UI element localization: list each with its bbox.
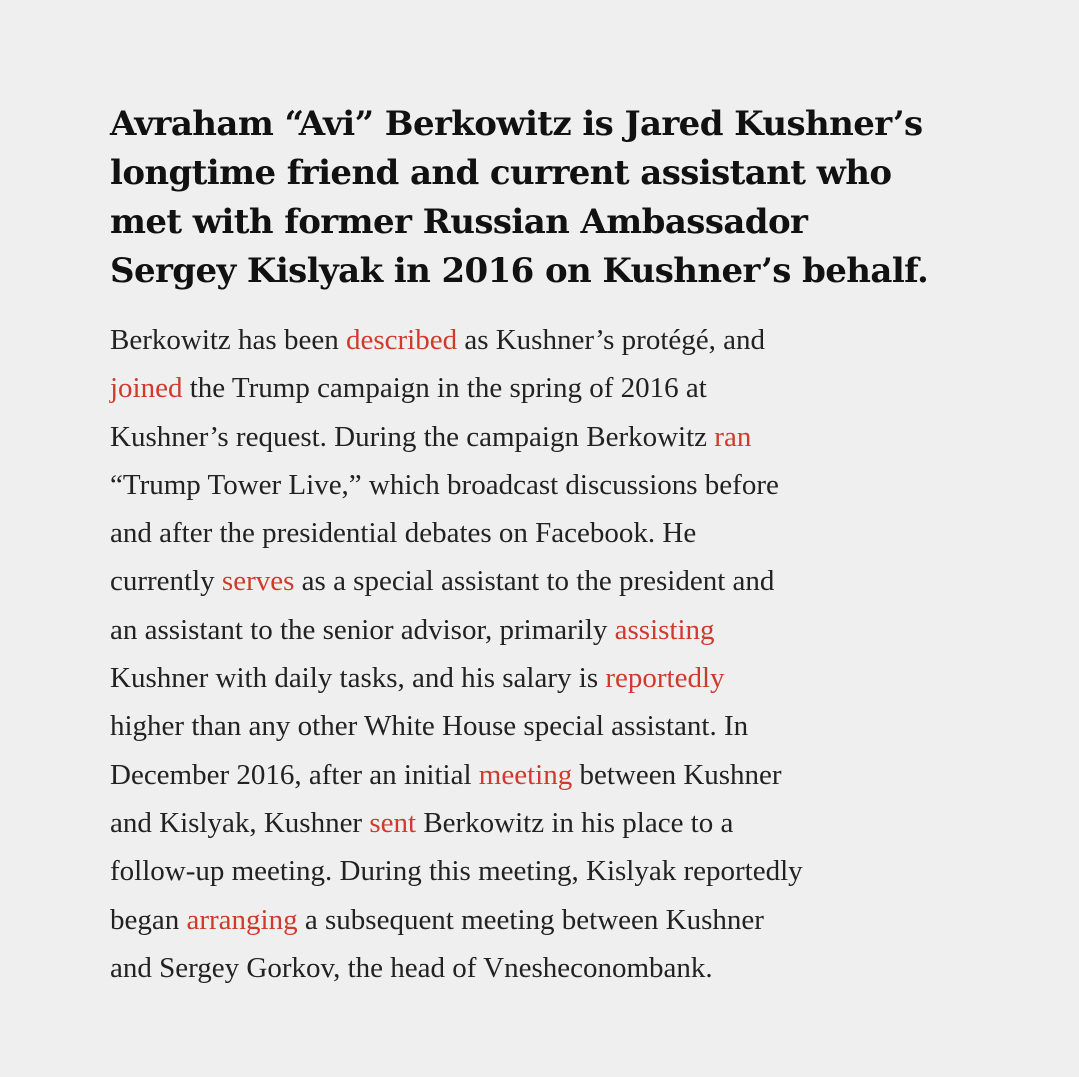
- body-text-segment: Berkowitz in his place to a: [416, 806, 734, 839]
- inline-link-serves[interactable]: serves: [221, 565, 295, 598]
- body-line: [110, 654, 940, 702]
- body-line: [110, 413, 940, 461]
- inline-link-arranging[interactable]: arranging: [186, 903, 298, 936]
- body-line: [110, 799, 940, 847]
- inline-link-assisting[interactable]: assisting: [614, 613, 715, 646]
- body-text-segment: began: [110, 903, 187, 936]
- body-line: [110, 364, 940, 412]
- body-text-segment: December 2016, after an initial: [110, 758, 479, 791]
- headline: [110, 100, 940, 296]
- body-text-segment: as a special assistant to the president and: [294, 565, 775, 598]
- body-text-segment: and Sergey Gorkov, the head of Vnesheconombank.: [110, 951, 713, 984]
- inline-link-reportedly[interactable]: reportedly: [605, 662, 725, 695]
- inline-link-ran[interactable]: ran: [714, 420, 752, 453]
- headline-line: Avraham “Avi” Berkowitz is Jared Kushner’s: [110, 104, 923, 144]
- body-text-segment: between Kushner: [572, 758, 782, 791]
- body-text-segment: follow-up meeting. During this meeting, Kislyak reportedly: [110, 855, 803, 888]
- body-text-segment: an assistant to the senior advisor, primarily: [110, 613, 615, 646]
- body-paragraph: [110, 316, 940, 992]
- body-text-segment: Kushner with daily tasks, and his salary is: [110, 662, 606, 695]
- body-text-segment: “Trump Tower Live,” which broadcast discussions before: [110, 468, 779, 501]
- headline-line: Sergey Kislyak in 2016 on Kushner’s behalf.: [110, 251, 929, 291]
- body-line: [110, 509, 940, 557]
- body-text-segment: higher than any other White House special assistant. In: [110, 710, 749, 743]
- body-line: [110, 557, 940, 605]
- body-line: [110, 751, 940, 799]
- body-line: [110, 847, 940, 895]
- body-line: [110, 702, 940, 750]
- body-text-segment: and after the presidential debates on Facebook. He: [110, 517, 697, 550]
- body-text-segment: Kushner’s request. During the campaign Berkowitz: [110, 420, 715, 453]
- body-line: [110, 944, 940, 992]
- inline-link-described[interactable]: described: [345, 324, 458, 356]
- headline-line: longtime friend and current assistant who: [110, 153, 892, 193]
- body-text-segment: a subsequent meeting between Kushner: [297, 903, 764, 936]
- body-text-segment: the Trump campaign in the spring of 2016 at: [182, 372, 707, 405]
- body-text-segment: and Kislyak, Kushner: [110, 806, 370, 839]
- body-line: [110, 461, 940, 509]
- inline-link-sent[interactable]: sent: [369, 806, 417, 839]
- article: [110, 100, 940, 992]
- body-line: [110, 606, 940, 654]
- body-text-segment: currently: [110, 565, 222, 598]
- body-text-segment: Berkowitz has been: [110, 324, 346, 356]
- inline-link-joined[interactable]: joined: [110, 372, 183, 405]
- headline-line: met with former Russian Ambassador: [110, 202, 808, 242]
- inline-link-meeting[interactable]: meeting: [478, 758, 573, 791]
- body-text-segment: as Kushner’s protégé, and: [457, 324, 765, 356]
- body-line: [110, 316, 940, 364]
- body-line: [110, 896, 940, 944]
